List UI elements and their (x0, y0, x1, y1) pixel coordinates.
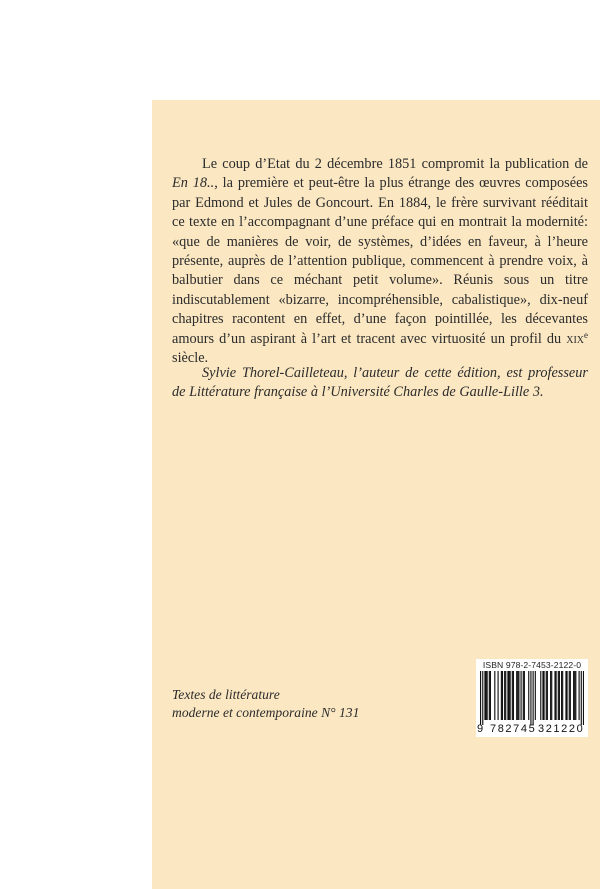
barcode-bar (556, 671, 557, 720)
barcode-guard-bar (533, 671, 534, 725)
barcode-guard-bar (581, 671, 582, 725)
barcode-bar (570, 671, 571, 720)
barcode-bar (540, 671, 541, 720)
barcode-bar (559, 671, 560, 720)
century-numeral: xix (566, 330, 584, 347)
century-superscript: e (584, 329, 588, 340)
barcode-bar (566, 671, 567, 720)
ean-right-group: 321220 (538, 723, 585, 735)
barcode-bar (523, 671, 524, 720)
barcode-guard-bar (482, 671, 483, 725)
barcode-bar (507, 671, 508, 720)
blurb-paragraph (172, 155, 588, 368)
barcode-bar (498, 671, 499, 720)
barcode-bar (546, 671, 547, 720)
barcode-bar (569, 671, 570, 720)
barcode-bar (543, 671, 544, 720)
barcode-guard-bar (583, 671, 584, 725)
barcode-bar (505, 671, 506, 720)
ean-lead-digit: 9 (477, 723, 484, 735)
barcode-bar (542, 671, 543, 720)
barcode-bar (508, 671, 509, 720)
barcode-bar (489, 671, 490, 720)
barcode-bar (517, 671, 518, 720)
barcode-bar (561, 671, 562, 720)
barcode-bar (550, 671, 551, 720)
isbn-label: ISBN 978-2-7453-2122-0 (482, 660, 582, 670)
barcode-bar (501, 671, 502, 720)
barcode-bar (535, 671, 536, 720)
ean-left-group: 782745 (490, 723, 537, 735)
barcode-bar (494, 671, 495, 720)
barcode-bar (510, 671, 511, 720)
blurb-text-1: Le coup d’Etat du 2 décembre 1851 compromit la publication de (202, 156, 588, 172)
barcode-bar (554, 671, 555, 720)
barcode-bar (502, 671, 503, 720)
book-title: En 18.. (172, 175, 215, 192)
barcode-bar (490, 671, 491, 720)
barcode-bar (516, 671, 517, 720)
barcode-bar (524, 671, 525, 720)
blurb-text-3: siècle. (172, 350, 209, 367)
barcode-bar (513, 671, 514, 720)
ean-barcode (480, 671, 584, 725)
series-line-2: moderne et contemporaine N° 131 (172, 705, 360, 720)
barcode-block (476, 659, 588, 737)
barcode-bar (487, 671, 488, 720)
barcode-bar (551, 671, 552, 720)
barcode-bar (562, 671, 563, 720)
barcode-bar (579, 671, 580, 720)
barcode-guard-bar (530, 671, 531, 725)
barcode-guard-bar (480, 671, 481, 725)
barcode-bar (547, 671, 548, 720)
series-info (172, 686, 432, 722)
barcode-bar (558, 671, 559, 720)
barcode-bar (518, 671, 519, 720)
author-note: Sylvie Thorel-Cailleteau, l’auteur de cette édition, est professeur de Littérature française à l’Université Charles de Gaulle-Lille 3. (172, 365, 588, 401)
barcode-bar (521, 671, 522, 720)
barcode-bar (484, 671, 485, 720)
barcode-bar (485, 671, 486, 720)
blurb-text-2: , la première et peut-être la plus étrange des œuvres composées par Edmond et Jules de Goncourt. En 1884, le frère survivant rééditait ce texte en l’accompagnant d’une préface qui en montrait la modernité: «que de manières de voir, de systèmes, d’idées en faveur, à l’heure présente, auprès de l’attention publique, commencent à prendre voix, à balbutier dans ce méchant petit volume». Réunis sous un titre indiscutablement «bizarre, incompréhensible, cabalistique», dix-neuf chapitres racontent en effet, d’une façon pointillée, les décevantes amours d’un aspirant à l’art et tracent avec virtuosité un profil du (172, 175, 588, 347)
barcode-bar (528, 671, 529, 720)
barcode-bar (565, 671, 566, 720)
barcode-bar (512, 671, 513, 720)
barcode-bar (575, 671, 576, 720)
barcode-bar (504, 671, 505, 720)
barcode-bar (573, 671, 574, 720)
barcode-bar (574, 671, 575, 720)
series-line-1: Textes de littérature (172, 687, 280, 702)
